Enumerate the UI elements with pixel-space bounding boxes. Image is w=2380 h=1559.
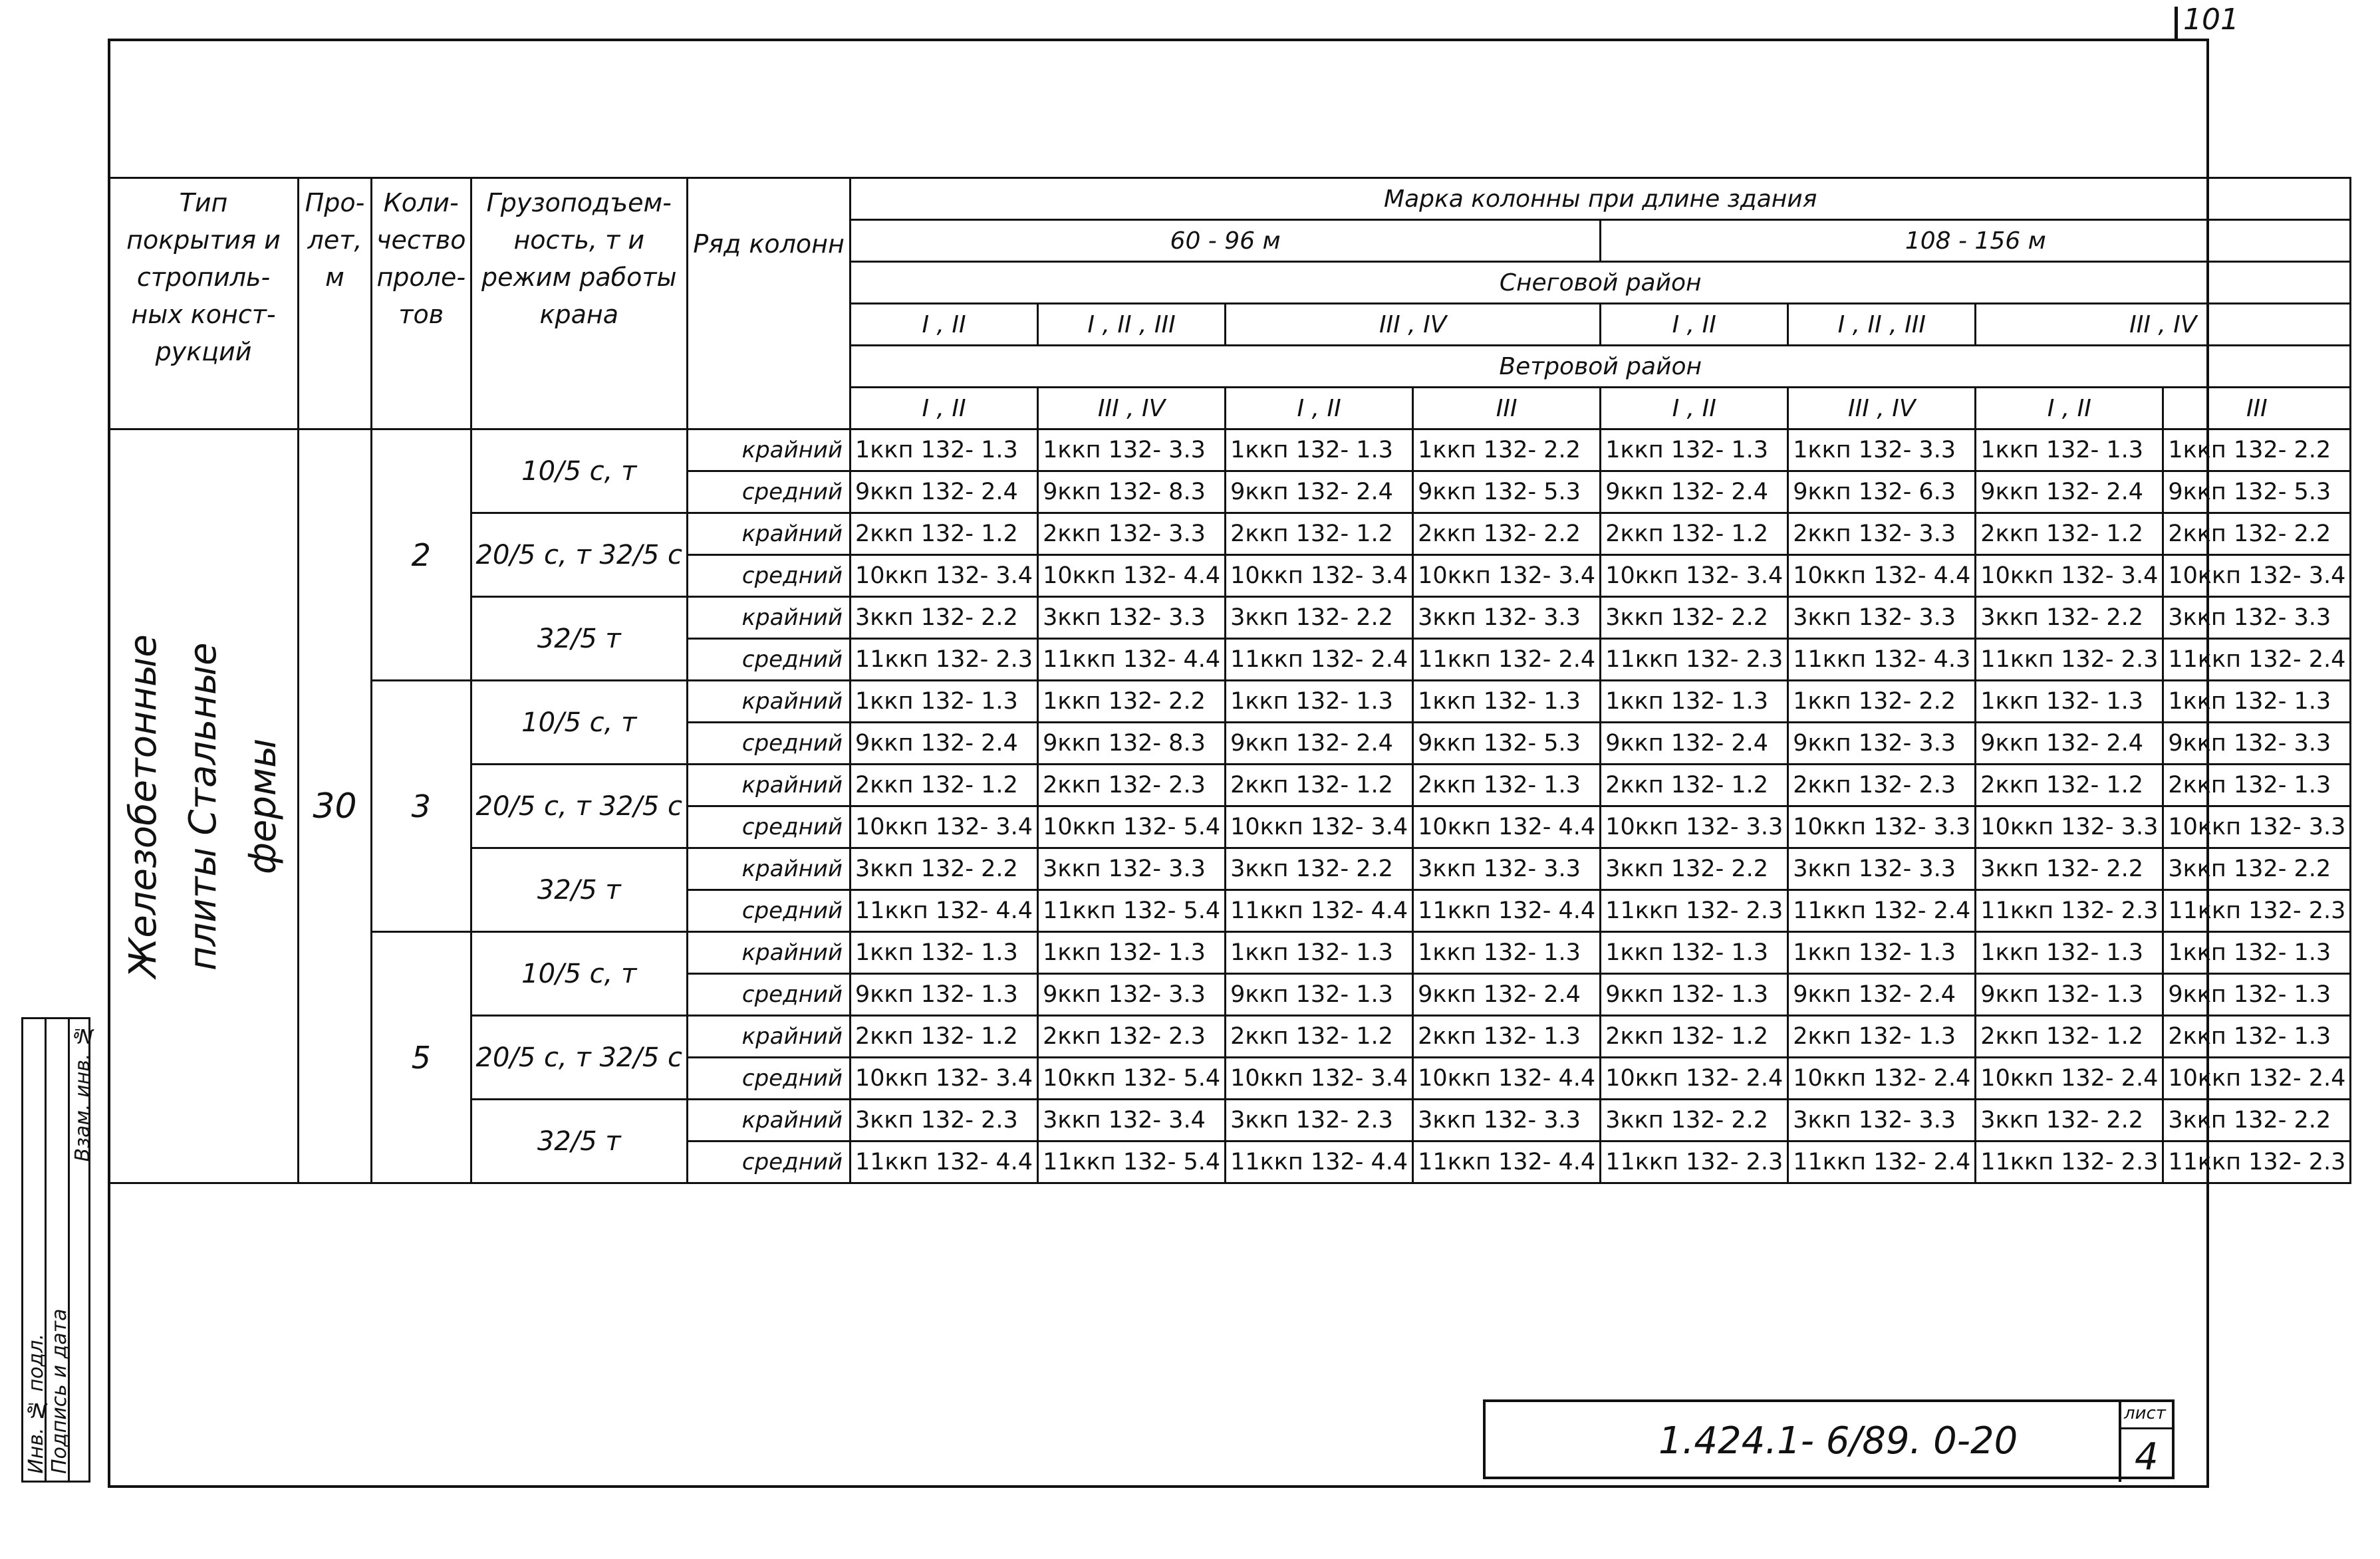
column-mark: 1ккп 132- 2.2 <box>1038 681 1226 723</box>
column-mark: 3ккп 132- 2.2 <box>1601 848 1788 890</box>
column-mark: 9ккп 132- 2.4 <box>1976 723 2163 765</box>
snow-group: I , II , III <box>1038 304 1226 346</box>
column-mark: 2ккп 132- 1.2 <box>1226 765 1413 806</box>
column-mark: 3ккп 132- 2.2 <box>1601 1100 1788 1141</box>
column-mark: 2ккп 132- 3.3 <box>1788 513 1976 555</box>
column-mark: 9ккп 132- 8.3 <box>1038 723 1226 765</box>
column-mark: 2ккп 132- 1.2 <box>1976 1016 2163 1058</box>
column-row-type: крайний <box>688 429 851 471</box>
roof-type-cell <box>109 429 299 1183</box>
column-mark: 11ккп 132- 2.4 <box>1226 639 1413 681</box>
column-mark: 2ккп 132- 1.3 <box>2163 765 2351 806</box>
column-mark: 11ккп 132- 2.3 <box>2163 1141 2351 1183</box>
column-mark: 2ккп 132- 1.2 <box>1601 765 1788 806</box>
header-length-2: 108 - 156 м <box>1601 220 2351 262</box>
column-mark: 10ккп 132- 3.4 <box>851 806 1038 848</box>
column-row-type: крайний <box>688 1016 851 1058</box>
column-mark: 1ккп 132- 3.3 <box>1788 429 1976 471</box>
crane-capacity: 20/5 с, т 32/5 с <box>471 513 688 597</box>
column-mark: 1ккп 132- 1.3 <box>1413 681 1601 723</box>
column-mark: 1ккп 132- 1.3 <box>1413 932 1601 974</box>
column-mark: 11ккп 132- 4.4 <box>1226 1141 1413 1183</box>
column-mark: 2ккп 132- 2.3 <box>1038 1016 1226 1058</box>
column-mark: 11ккп 132- 5.4 <box>1038 890 1226 932</box>
column-mark: 3ккп 132- 3.3 <box>1788 1100 1976 1141</box>
wind-group: III , IV <box>1038 388 1226 429</box>
header-snow: Снеговой район <box>851 262 2351 304</box>
crane-capacity: 32/5 т <box>471 597 688 681</box>
column-row-type: крайний <box>688 848 851 890</box>
sheet-label: лист <box>2124 1403 2166 1423</box>
column-mark: 10ккп 132- 3.3 <box>1976 806 2163 848</box>
margin-label-replace: Взам. инв. № <box>71 1023 94 1161</box>
column-mark: 10ккп 132- 4.4 <box>1788 555 1976 597</box>
column-mark: 9ккп 132- 1.3 <box>2163 974 2351 1016</box>
column-row-type: средний <box>688 890 851 932</box>
column-mark: 1ккп 132- 1.3 <box>1976 681 2163 723</box>
snow-group: III , IV <box>1976 304 2351 346</box>
column-mark: 10ккп 132- 3.4 <box>851 1058 1038 1100</box>
wind-group: III <box>2163 388 2351 429</box>
column-mark: 2ккп 132- 2.3 <box>1038 765 1226 806</box>
crane-capacity: 32/5 т <box>471 848 688 932</box>
column-mark: 9ккп 132- 2.4 <box>1226 471 1413 513</box>
column-mark: 11ккп 132- 2.3 <box>1976 639 2163 681</box>
column-mark: 1ккп 132- 1.3 <box>1976 429 2163 471</box>
column-mark: 9ккп 132- 5.3 <box>1413 471 1601 513</box>
column-row-type: средний <box>688 639 851 681</box>
roof-type: Железобетонные плиты Стальные фермы <box>122 634 285 978</box>
column-row-type: крайний <box>688 513 851 555</box>
column-mark: 2ккп 132- 1.3 <box>1788 1016 1976 1058</box>
column-mark: 10ккп 132- 3.3 <box>1788 806 1976 848</box>
span-count: 3 <box>372 681 471 932</box>
column-mark: 9ккп 132- 3.3 <box>1788 723 1976 765</box>
column-mark: 11ккп 132- 2.3 <box>1976 890 2163 932</box>
column-mark: 2ккп 132- 1.3 <box>1413 1016 1601 1058</box>
column-mark: 10ккп 132- 3.4 <box>1226 1058 1413 1100</box>
column-mark: 9ккп 132- 6.3 <box>1788 471 1976 513</box>
column-mark: 1ккп 132- 1.3 <box>1976 932 2163 974</box>
column-mark: 1ккп 132- 3.3 <box>1038 429 1226 471</box>
column-mark: 3ккп 132- 2.2 <box>2163 1100 2351 1141</box>
column-mark: 2ккп 132- 1.2 <box>851 513 1038 555</box>
sheet-box-divider <box>2121 1427 2172 1429</box>
crane-capacity: 10/5 с, т <box>471 932 688 1016</box>
column-mark: 2ккп 132- 2.2 <box>1413 513 1601 555</box>
column-mark: 2ккп 132- 3.3 <box>1038 513 1226 555</box>
column-mark: 9ккп 132- 2.4 <box>1976 471 2163 513</box>
column-mark: 1ккп 132- 1.3 <box>851 932 1038 974</box>
column-mark: 10ккп 132- 3.4 <box>1226 555 1413 597</box>
column-mark: 3ккп 132- 2.2 <box>1976 848 2163 890</box>
wind-group: I , II <box>1601 388 1788 429</box>
header-mark: Марка колонны при длине здания <box>851 178 2351 220</box>
column-mark: 11ккп 132- 2.4 <box>1788 890 1976 932</box>
column-mark: 2ккп 132- 1.2 <box>1226 513 1413 555</box>
column-mark: 3ккп 132- 2.2 <box>2163 848 2351 890</box>
column-mark: 11ккп 132- 2.3 <box>1976 1141 2163 1183</box>
column-mark: 2ккп 132- 1.2 <box>1226 1016 1413 1058</box>
column-mark: 1ккп 132- 2.2 <box>1788 681 1976 723</box>
span-count: 2 <box>372 429 471 681</box>
column-mark: 10ккп 132- 3.4 <box>1413 555 1601 597</box>
column-row-type: средний <box>688 1141 851 1183</box>
column-mark: 9ккп 132- 2.4 <box>1226 723 1413 765</box>
column-mark: 10ккп 132- 2.4 <box>1601 1058 1788 1100</box>
table-row <box>109 681 2351 723</box>
column-mark: 11ккп 132- 4.4 <box>1226 890 1413 932</box>
column-mark: 9ккп 132- 2.4 <box>1601 723 1788 765</box>
column-row-type: крайний <box>688 681 851 723</box>
column-row-type: средний <box>688 723 851 765</box>
column-mark: 2ккп 132- 1.2 <box>851 1016 1038 1058</box>
column-mark: 2ккп 132- 1.2 <box>851 765 1038 806</box>
column-mark: 11ккп 132- 4.4 <box>1413 890 1601 932</box>
wind-group: III , IV <box>1788 388 1976 429</box>
column-mark: 11ккп 132- 4.4 <box>1413 1141 1601 1183</box>
column-row-type: крайний <box>688 1100 851 1141</box>
column-mark: 10ккп 132- 5.4 <box>1038 806 1226 848</box>
column-mark: 2ккп 132- 1.2 <box>1976 765 2163 806</box>
crane-capacity: 32/5 т <box>471 1100 688 1183</box>
column-row-type: средний <box>688 974 851 1016</box>
column-mark: 3ккп 132- 2.2 <box>851 597 1038 639</box>
column-mark: 3ккп 132- 3.4 <box>1038 1100 1226 1141</box>
header-row: Ряд колонн <box>688 178 851 429</box>
margin-strip <box>21 1017 94 1483</box>
crane-capacity: 20/5 с, т 32/5 с <box>471 765 688 848</box>
column-mark: 11ккп 132- 4.4 <box>851 890 1038 932</box>
column-mark: 11ккп 132- 2.3 <box>1601 890 1788 932</box>
column-mark: 10ккп 132- 4.4 <box>1038 555 1226 597</box>
span-value: 30 <box>299 429 372 1183</box>
column-mark: 1ккп 132- 1.3 <box>851 681 1038 723</box>
column-mark: 2ккп 132- 2.3 <box>1788 765 1976 806</box>
column-mark: 10ккп 132- 4.4 <box>1413 1058 1601 1100</box>
column-mark: 10ккп 132- 3.4 <box>1226 806 1413 848</box>
margin-label-inventory: Инв. № подл. <box>25 1334 48 1474</box>
column-mark: 11ккп 132- 2.4 <box>2163 639 2351 681</box>
table-row <box>109 429 2351 471</box>
column-mark: 11ккп 132- 2.3 <box>1601 1141 1788 1183</box>
column-row-type: средний <box>688 471 851 513</box>
column-mark: 10ккп 132- 3.3 <box>1601 806 1788 848</box>
column-row-type: крайний <box>688 597 851 639</box>
column-mark: 9ккп 132- 1.3 <box>1601 974 1788 1016</box>
column-mark: 9ккп 132- 8.3 <box>1038 471 1226 513</box>
column-mark: 3ккп 132- 2.2 <box>1226 597 1413 639</box>
column-mark: 3ккп 132- 2.3 <box>1226 1100 1413 1141</box>
sheet-box <box>2119 1402 2172 1482</box>
column-mark: 1ккп 132- 1.3 <box>1038 932 1226 974</box>
column-mark: 9ккп 132- 3.3 <box>1038 974 1226 1016</box>
crane-capacity: 20/5 с, т 32/5 с <box>471 1016 688 1100</box>
column-mark: 10ккп 132- 2.4 <box>1976 1058 2163 1100</box>
column-mark: 9ккп 132- 1.3 <box>1976 974 2163 1016</box>
header-count: Коли-чество проле-тов <box>372 178 471 429</box>
column-marks-table <box>108 177 2351 1184</box>
column-mark: 3ккп 132- 3.3 <box>1788 848 1976 890</box>
column-mark: 9ккп 132- 2.4 <box>851 723 1038 765</box>
wind-group: I , II <box>1226 388 1413 429</box>
column-mark: 2ккп 132- 1.2 <box>1976 513 2163 555</box>
header-span: Про-лет, м <box>299 178 372 429</box>
column-row-type: крайний <box>688 765 851 806</box>
column-row-type: средний <box>688 806 851 848</box>
column-mark: 2ккп 132- 1.3 <box>2163 1016 2351 1058</box>
sheet-number: 101 <box>2183 3 2239 37</box>
column-mark: 2ккп 132- 1.2 <box>1601 513 1788 555</box>
column-mark: 9ккп 132- 2.4 <box>851 471 1038 513</box>
column-mark: 1ккп 132- 1.3 <box>2163 932 2351 974</box>
column-mark: 3ккп 132- 2.2 <box>1976 1100 2163 1141</box>
column-mark: 10ккп 132- 3.4 <box>1976 555 2163 597</box>
column-mark: 10ккп 132- 3.4 <box>851 555 1038 597</box>
column-row-type: средний <box>688 1058 851 1100</box>
wind-group: I , II <box>851 388 1038 429</box>
column-mark: 1ккп 132- 1.3 <box>1601 932 1788 974</box>
title-block <box>1483 1399 2175 1479</box>
column-row-type: средний <box>688 555 851 597</box>
column-row-type: крайний <box>688 932 851 974</box>
column-mark: 10ккп 132- 3.3 <box>2163 806 2351 848</box>
column-mark: 3ккп 132- 2.3 <box>851 1100 1038 1141</box>
column-mark: 1ккп 132- 1.3 <box>1226 681 1413 723</box>
span-count: 5 <box>372 932 471 1183</box>
column-mark: 11ккп 132- 4.4 <box>851 1141 1038 1183</box>
header-wind: Ветровой район <box>851 346 2351 388</box>
header-length-1: 60 - 96 м <box>851 220 1601 262</box>
snow-group: I , II , III <box>1788 304 1976 346</box>
margin-label-signature: Подпись и дата <box>48 1308 71 1474</box>
column-mark: 11ккп 132- 2.4 <box>1788 1141 1976 1183</box>
column-mark: 3ккп 132- 3.3 <box>1413 848 1601 890</box>
wind-group: I , II <box>1976 388 2163 429</box>
column-mark: 3ккп 132- 3.3 <box>2163 597 2351 639</box>
column-mark: 9ккп 132- 3.3 <box>2163 723 2351 765</box>
column-mark: 2ккп 132- 1.3 <box>1413 765 1601 806</box>
column-mark: 1ккп 132- 1.3 <box>1601 681 1788 723</box>
column-mark: 1ккп 132- 2.2 <box>1413 429 1601 471</box>
snow-group: I , II <box>851 304 1038 346</box>
column-mark: 9ккп 132- 2.4 <box>1788 974 1976 1016</box>
column-mark: 1ккп 132- 1.3 <box>1601 429 1788 471</box>
column-mark: 3ккп 132- 3.3 <box>1413 597 1601 639</box>
column-mark: 9ккп 132- 2.4 <box>1601 471 1788 513</box>
wind-group: III <box>1413 388 1601 429</box>
column-mark: 1ккп 132- 1.3 <box>1226 932 1413 974</box>
column-mark: 3ккп 132- 2.2 <box>851 848 1038 890</box>
column-mark: 3ккп 132- 2.2 <box>1976 597 2163 639</box>
column-mark: 11ккп 132- 2.3 <box>2163 890 2351 932</box>
snow-group: I , II <box>1601 304 1788 346</box>
column-mark: 11ккп 132- 2.3 <box>851 639 1038 681</box>
sheet-number-tick <box>2175 7 2178 41</box>
column-mark: 10ккп 132- 5.4 <box>1038 1058 1226 1100</box>
column-mark: 10ккп 132- 2.4 <box>2163 1058 2351 1100</box>
header-crane: Грузоподъем-ность, т и режим работы крана <box>471 178 688 429</box>
column-mark: 3ккп 132- 3.3 <box>1413 1100 1601 1141</box>
column-mark: 2ккп 132- 1.2 <box>1601 1016 1788 1058</box>
column-mark: 9ккп 132- 1.3 <box>1226 974 1413 1016</box>
column-mark: 11ккп 132- 5.4 <box>1038 1141 1226 1183</box>
sheet-value: 4 <box>2135 1435 2159 1479</box>
column-mark: 11ккп 132- 2.3 <box>1601 639 1788 681</box>
crane-capacity: 10/5 с, т <box>471 429 688 513</box>
snow-group: III , IV <box>1226 304 1601 346</box>
column-mark: 11ккп 132- 2.4 <box>1413 639 1601 681</box>
column-mark: 10ккп 132- 4.4 <box>1413 806 1601 848</box>
column-mark: 1ккп 132- 1.3 <box>1788 932 1976 974</box>
column-mark: 9ккп 132- 1.3 <box>851 974 1038 1016</box>
column-mark: 11ккп 132- 4.4 <box>1038 639 1226 681</box>
column-mark: 3ккп 132- 3.3 <box>1038 597 1226 639</box>
column-mark: 11ккп 132- 4.3 <box>1788 639 1976 681</box>
column-mark: 10ккп 132- 3.4 <box>2163 555 2351 597</box>
column-mark: 10ккп 132- 2.4 <box>1788 1058 1976 1100</box>
column-mark: 1ккп 132- 1.3 <box>851 429 1038 471</box>
column-mark: 9ккп 132- 2.4 <box>1413 974 1601 1016</box>
column-mark: 1ккп 132- 2.2 <box>2163 429 2351 471</box>
column-mark: 1ккп 132- 1.3 <box>2163 681 2351 723</box>
column-mark: 2ккп 132- 2.2 <box>2163 513 2351 555</box>
column-mark: 9ккп 132- 5.3 <box>2163 471 2351 513</box>
document-code: 1.424.1- 6/89. 0-20 <box>1658 1419 2018 1463</box>
table-row <box>109 932 2351 974</box>
column-mark: 3ккп 132- 2.2 <box>1601 597 1788 639</box>
column-mark: 1ккп 132- 1.3 <box>1226 429 1413 471</box>
crane-capacity: 10/5 с, т <box>471 681 688 765</box>
column-mark: 3ккп 132- 3.3 <box>1788 597 1976 639</box>
column-mark: 9ккп 132- 5.3 <box>1413 723 1601 765</box>
header-type: Тип покрытия и стропиль-ных конст-рукций <box>109 178 299 429</box>
column-mark: 3ккп 132- 3.3 <box>1038 848 1226 890</box>
column-mark: 10ккп 132- 3.4 <box>1601 555 1788 597</box>
column-mark: 3ккп 132- 2.2 <box>1226 848 1413 890</box>
